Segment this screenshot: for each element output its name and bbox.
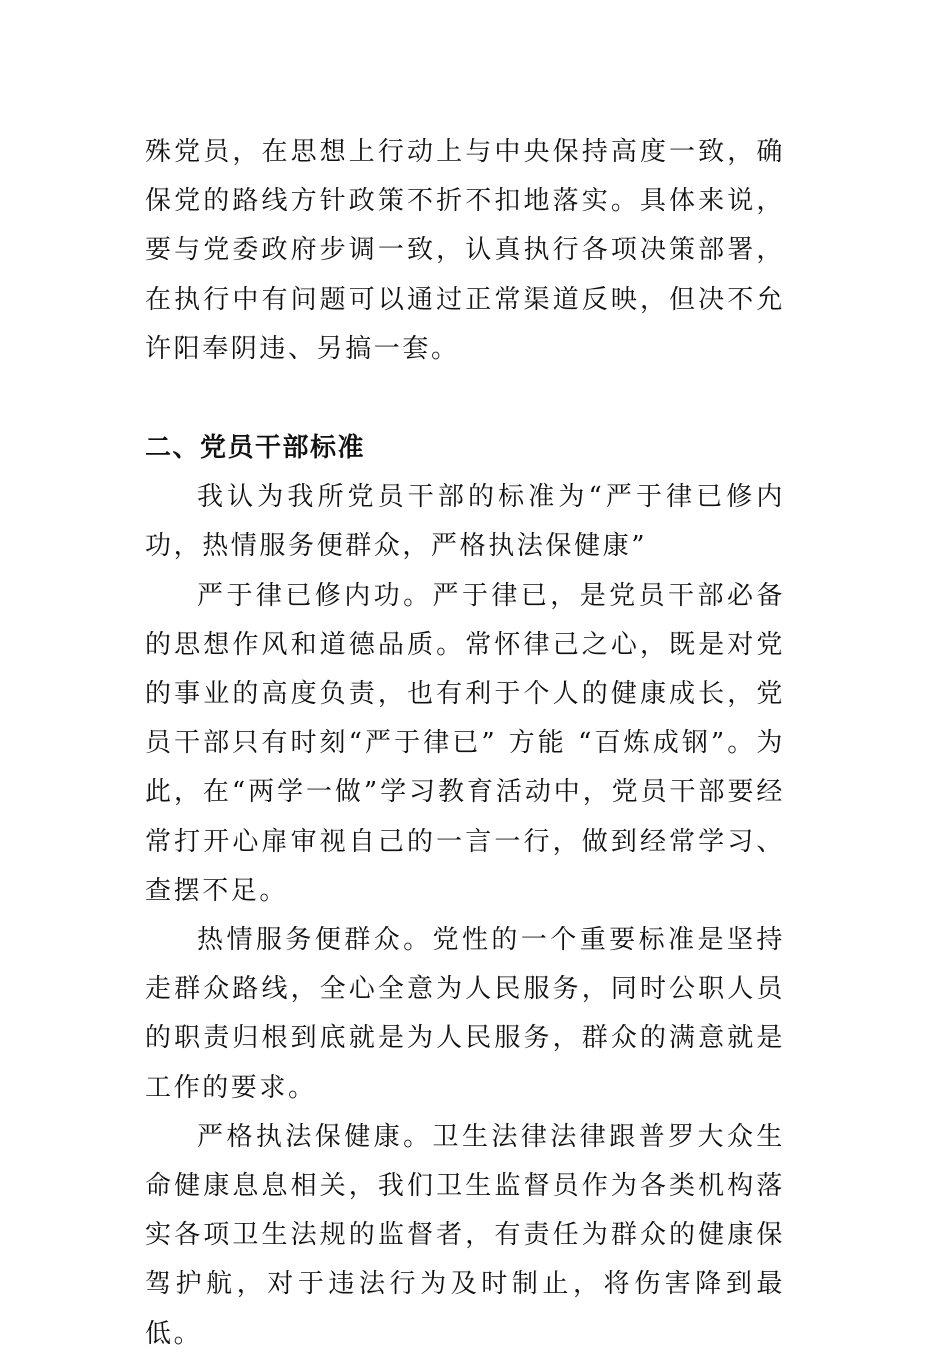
paragraph-self-discipline: 严于律已修内功。严于律已，是党员干部必备的思想作风和道德品质。常怀律己之心，既是对党的事业的高度负责，也有利于个人的健康成长，党员干部只有时刻“严于律已” 方能 “百炼成钢”。为此，在“两学一做”学习教育活动中，党员干部要经常打开心扉审视自己的一言一行，做到经常学习、查摆不足。 [145, 580, 785, 906]
paragraph-law-enforcement: 严格执法保健康。卫生法律法律跟普罗大众生命健康息息相关，我们卫生监督员作为各类机构落实各项卫生法规的监督者，有责任为群众的健康保驾护航，对于违法行为及时制止，将伤害降到最低。 [145, 1121, 785, 1349]
paragraph-serve-masses: 热情服务便群众。党性的一个重要标准是坚持走群众路线，全心全意为人民服务，同时公职人员的职责归根到底就是为人民服务，群众的满意就是工作的要求。 [145, 925, 785, 1103]
paragraph-standard-intro: 我认为我所党员干部的标准为“严于律已修内功，热情服务便群众，严格执法保健康” [145, 482, 785, 562]
section-heading: 二、党员干部标准 [145, 433, 366, 464]
paragraph-continuation: 殊党员，在思想上行动上与中央保持高度一致，确保党的路线方针政策不折不扣地落实。具体来说，要与党委政府步调一致，认真执行各项决策部署，在执行中有问题可以通过正常渠道反映，但决不允许阳奉阴违、另搞一套。 [145, 137, 785, 364]
section-spacer [145, 374, 785, 424]
document-body [145, 128, 785, 1359]
